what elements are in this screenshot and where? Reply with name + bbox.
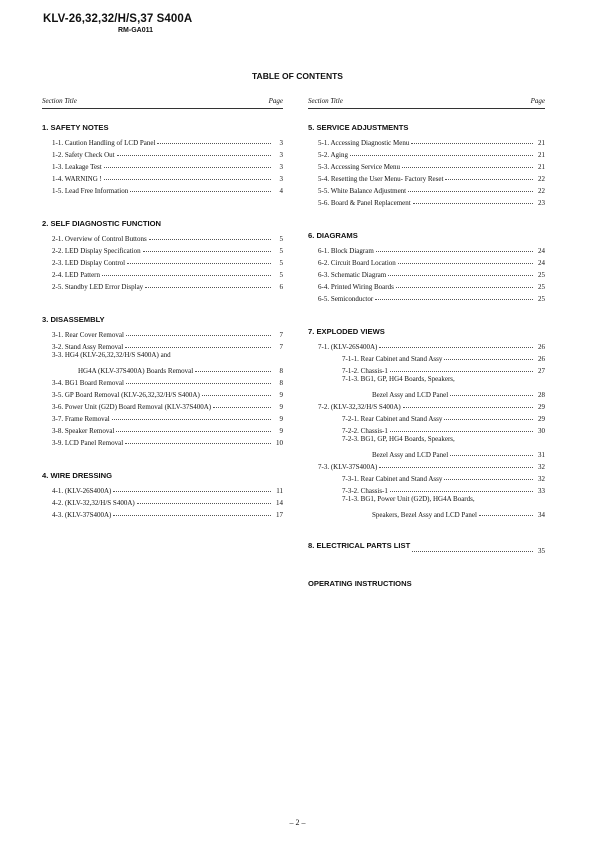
entry-page: 30: [538, 427, 545, 435]
dot-leader: [411, 143, 533, 144]
dot-leader: [112, 419, 271, 420]
dot-leader: [413, 203, 533, 204]
toc-entry: [42, 375, 283, 387]
entry-label: 5-3. Accessing Service Menu: [318, 163, 401, 171]
right-column-header: [308, 97, 545, 105]
entry-label: 1-5. Lead Free Information: [52, 187, 129, 195]
dot-leader: [403, 407, 533, 408]
entry-label: 5-4. Resetting the User Menu- Factory Reset: [318, 175, 444, 183]
toc-section: [42, 313, 283, 447]
entry-page: 25: [538, 271, 545, 279]
dot-leader: [445, 179, 533, 180]
section-title-label: Section Title: [308, 97, 343, 105]
toc-section: [308, 541, 545, 555]
dot-leader: [479, 515, 533, 516]
toc-entry: [42, 363, 283, 375]
entry-label: 3-3. HG4 (KLV-26,32,32/H/S S400A) and: [52, 351, 171, 359]
entry-label: Speakers, Bezel Assy and LCD Panel: [372, 511, 477, 519]
page-label: Page: [530, 97, 545, 105]
entry-page: 9: [279, 403, 283, 411]
toc-entry: [308, 351, 545, 363]
entry-label: 6-2. Circuit Board Location: [318, 259, 396, 267]
dot-leader: [149, 239, 271, 240]
entry-label: 3-7. Frame Removal: [52, 415, 110, 423]
toc-entry: [42, 147, 283, 159]
dot-leader: [126, 335, 271, 336]
dot-leader: [388, 275, 533, 276]
entry-label: 7-1-1. Rear Cabinet and Stand Assy: [342, 355, 443, 363]
toc-entry: [308, 291, 545, 303]
dot-leader: [127, 263, 271, 264]
dot-leader: [379, 467, 533, 468]
entry-label: 3-6. Power Unit (G2D) Board Removal (KLV-37S400A): [52, 403, 212, 411]
entry-label: Bezel Assy and LCD Panel: [372, 391, 449, 399]
toc-section: [42, 217, 283, 291]
entry-page: 4: [279, 187, 283, 195]
section-title: 6. DIAGRAMS: [308, 231, 358, 240]
toc-entry: [308, 243, 545, 255]
toc-section: [308, 577, 545, 591]
entry-label: 1-4. WARNING !: [52, 175, 102, 183]
entry-label: 7-1-2. Chassis-1: [342, 367, 388, 375]
toc-entry: [308, 183, 545, 195]
dot-leader: [375, 299, 533, 300]
remote-model: RM-GA011: [118, 27, 154, 34]
section-title: 8. ELECTRICAL PARTS LIST: [308, 541, 411, 550]
entry-page: 32: [538, 475, 545, 483]
toc-section: [42, 469, 283, 519]
dot-leader: [130, 191, 271, 192]
toc-entry: [308, 255, 545, 267]
toc-entry: [308, 387, 545, 399]
dot-leader: [113, 491, 271, 492]
entry-label: 3-4. BG1 Board Removal: [52, 379, 124, 387]
dot-leader: [390, 491, 533, 492]
toc-entry: [42, 231, 283, 243]
entry-label: 5-1. Accessing Diagnostic Menu: [318, 139, 410, 147]
model-title: KLV-26,32,32/H/S,37 S400A: [43, 13, 193, 25]
entry-page: 24: [538, 247, 545, 255]
dot-leader: [350, 155, 533, 156]
section-title: 7. EXPLODED VIEWS: [308, 327, 385, 336]
toc-entry: [308, 363, 545, 375]
entry-label: 5-6. Board & Panel Replacement: [318, 199, 411, 207]
dot-leader: [444, 359, 533, 360]
page-number: – 2 –: [289, 818, 306, 827]
entry-label: 7-1-3. BG1, GP, HG4 Boards, Speakers,: [342, 375, 455, 383]
left-header-rule: [42, 108, 283, 109]
toc-entry: [42, 327, 283, 339]
toc-entry: [42, 243, 283, 255]
dot-leader: [117, 155, 271, 156]
toc-entry: [308, 195, 545, 207]
entry-page: 22: [538, 175, 545, 183]
entry-page: 27: [538, 367, 545, 375]
toc-entry: [42, 339, 283, 351]
entry-label: 6-4. Printed Wiring Boards: [318, 283, 394, 291]
dot-leader: [396, 287, 533, 288]
entry-label: 2-1. Overview of Control Buttons: [52, 235, 147, 243]
entry-label: 5-2. Aging: [318, 151, 348, 159]
dot-leader: [444, 479, 533, 480]
entry-label: 7-3-1. Rear Cabinet and Stand Assy: [342, 475, 443, 483]
dot-leader: [402, 167, 533, 168]
entry-label: 6-1. Block Diagram: [318, 247, 374, 255]
dot-leader: [113, 515, 271, 516]
entry-page: 29: [538, 403, 545, 411]
entry-label: 7-2-1. Rear Cabinet and Stand Assy: [342, 415, 443, 423]
dot-leader: [145, 287, 271, 288]
dot-leader: [195, 371, 271, 372]
dot-leader: [126, 383, 271, 384]
entry-label: 7-2. (KLV-32,32/H/S S400A): [318, 403, 401, 411]
toc-entry: [308, 171, 545, 183]
entry-page: 35: [538, 547, 545, 555]
dot-leader: [213, 407, 271, 408]
dot-leader: [125, 347, 271, 348]
left-column-header: [42, 97, 283, 105]
dot-leader: [137, 503, 271, 504]
entry-page: 3: [279, 175, 283, 183]
dot-leader: [143, 251, 271, 252]
entry-page: 5: [279, 235, 283, 243]
entry-label: 2-2. LED Display Specification: [52, 247, 141, 255]
entry-page: 7: [279, 331, 283, 339]
entry-page: 8: [279, 379, 283, 387]
entry-label: 2-3. LED Display Control: [52, 259, 126, 267]
toc-entry: [42, 411, 283, 423]
entry-label: 1-1. Caution Handling of LCD Panel: [52, 139, 156, 147]
dot-leader: [125, 443, 271, 444]
entry-page: 32: [538, 463, 545, 471]
entry-label: 6-3. Schematic Diagram: [318, 271, 387, 279]
toc-entry: [42, 159, 283, 171]
entry-page: 3: [279, 151, 283, 159]
dot-leader: [116, 431, 271, 432]
toc-entry: [42, 135, 283, 147]
dot-leader: [104, 179, 271, 180]
dot-leader: [157, 143, 271, 144]
entry-page: 8: [279, 367, 283, 375]
dot-leader: [390, 371, 533, 372]
toc-entry: [308, 471, 545, 483]
entry-page: 34: [538, 511, 545, 519]
entry-page: 33: [538, 487, 545, 495]
toc-entry: [42, 399, 283, 411]
toc-entry: [42, 495, 283, 507]
toc-entry: [308, 447, 545, 459]
entry-label: 3-9. LCD Panel Removal: [52, 439, 124, 447]
entry-page: 10: [276, 439, 283, 447]
entry-page: 26: [538, 343, 545, 351]
entry-page: 9: [279, 427, 283, 435]
entry-label: 4-2. (KLV-32,32/H/S S400A): [52, 499, 135, 507]
entry-page: 17: [276, 511, 283, 519]
entry-page: 25: [538, 283, 545, 291]
entry-page: 31: [538, 451, 545, 459]
entry-page: 9: [279, 415, 283, 423]
toc-entry: [42, 435, 283, 447]
toc-entry: [308, 147, 545, 159]
toc-entry: [308, 339, 545, 351]
entry-label: 3-5. GP Board Removal (KLV-26,32,32/H/S S400A): [52, 391, 200, 399]
entry-label: 5-5. White Balance Adjustment: [318, 187, 407, 195]
entry-label: 3-8. Speaker Removal: [52, 427, 115, 435]
toc-entry: [42, 171, 283, 183]
entry-page: 7: [279, 343, 283, 351]
entry-label: 7-3-2. Chassis-1: [342, 487, 388, 495]
page-title: TABLE OF CONTENTS: [252, 71, 343, 81]
toc-entry: [308, 135, 545, 147]
section-title-label: Section Title: [42, 97, 77, 105]
right-header-rule: [308, 108, 545, 109]
toc-entry: [308, 423, 545, 435]
toc-entry: [42, 483, 283, 495]
entry-page: 28: [538, 391, 545, 399]
dot-leader: [102, 275, 271, 276]
dot-leader: [104, 167, 271, 168]
dot-leader: [412, 551, 533, 552]
toc-entry: [42, 279, 283, 291]
entry-page: 22: [538, 187, 545, 195]
toc-entry: [308, 159, 545, 171]
entry-page: 26: [538, 355, 545, 363]
toc-entry: [42, 507, 283, 519]
entry-label: 3-2. Stand Assy Removal: [52, 343, 124, 351]
page-label: Page: [268, 97, 283, 105]
toc-entry: [42, 255, 283, 267]
toc-entry: [42, 267, 283, 279]
section-title: 4. WIRE DRESSING: [42, 471, 113, 480]
toc-entry: [308, 399, 545, 411]
toc-entry: [308, 483, 545, 495]
entry-page: 3: [279, 163, 283, 171]
entry-label: 7-3. (KLV-37S400A): [318, 463, 378, 471]
dot-leader: [444, 419, 533, 420]
entry-page: 5: [279, 259, 283, 267]
toc-section: [308, 229, 545, 303]
section-title: 2. SELF DIAGNOSTIC FUNCTION: [42, 219, 161, 228]
toc-entry: [308, 459, 545, 471]
entry-label: 7-2-2. Chassis-1: [342, 427, 388, 435]
section-title: 1. SAFETY NOTES: [42, 123, 109, 132]
section-title: 5. SERVICE ADJUSTMENTS: [308, 123, 409, 132]
entry-label: 4-3. (KLV-37S400A): [52, 511, 112, 519]
entry-label: 2-4. LED Pattern: [52, 271, 101, 279]
toc-entry: [308, 507, 545, 519]
entry-page: 9: [279, 391, 283, 399]
entry-label: 7-2-3. BG1, GP, HG4 Boards, Speakers,: [342, 435, 455, 443]
dot-leader: [408, 191, 533, 192]
toc-entry: [308, 411, 545, 423]
entry-page: 21: [538, 139, 545, 147]
entry-page: 21: [538, 151, 545, 159]
section-title: OPERATING INSTRUCTIONS: [308, 579, 412, 588]
entry-page: 14: [276, 499, 283, 507]
toc-section-entry: [308, 541, 545, 555]
entry-page: 11: [276, 487, 283, 495]
entry-label: 4-1. (KLV-26S400A): [52, 487, 112, 495]
entry-label: HG4A (KLV-37S400A) Boards Removal: [78, 367, 194, 375]
entry-page: 6: [279, 283, 283, 291]
entry-page: 3: [279, 139, 283, 147]
dot-leader: [450, 455, 533, 456]
entry-page: 25: [538, 295, 545, 303]
entry-label: 7-1. (KLV-26S400A): [318, 343, 378, 351]
toc-entry: [42, 423, 283, 435]
toc-entry: [42, 183, 283, 195]
dot-leader: [390, 431, 533, 432]
dot-leader: [398, 263, 533, 264]
entry-label: 3-1. Rear Cover Removal: [52, 331, 124, 339]
dot-leader: [202, 395, 271, 396]
dot-leader: [450, 395, 533, 396]
entry-label: Bezel Assy and LCD Panel: [372, 451, 449, 459]
toc-section: [308, 325, 545, 519]
entry-label: 2-5. Standby LED Error Display: [52, 283, 144, 291]
entry-label: 1-3. Leakage Test: [52, 163, 102, 171]
entry-label: 7-1-3. BG1, Power Unit (G2D), HG4A Boards,: [342, 495, 475, 503]
entry-page: 29: [538, 415, 545, 423]
entry-page: 23: [538, 199, 545, 207]
dot-leader: [379, 347, 533, 348]
section-title: 3. DISASSEMBLY: [42, 315, 105, 324]
toc-section: [42, 121, 283, 195]
entry-label: 6-5. Semiconductor: [318, 295, 374, 303]
toc-entry: [308, 267, 545, 279]
toc-entry: [42, 387, 283, 399]
dot-leader: [376, 251, 533, 252]
entry-page: 5: [279, 271, 283, 279]
entry-page: 21: [538, 163, 545, 171]
entry-label: 1-2. Safety Check Out: [52, 151, 115, 159]
toc-entry: [308, 279, 545, 291]
toc-section: [308, 121, 545, 207]
entry-page: 5: [279, 247, 283, 255]
entry-page: 24: [538, 259, 545, 267]
